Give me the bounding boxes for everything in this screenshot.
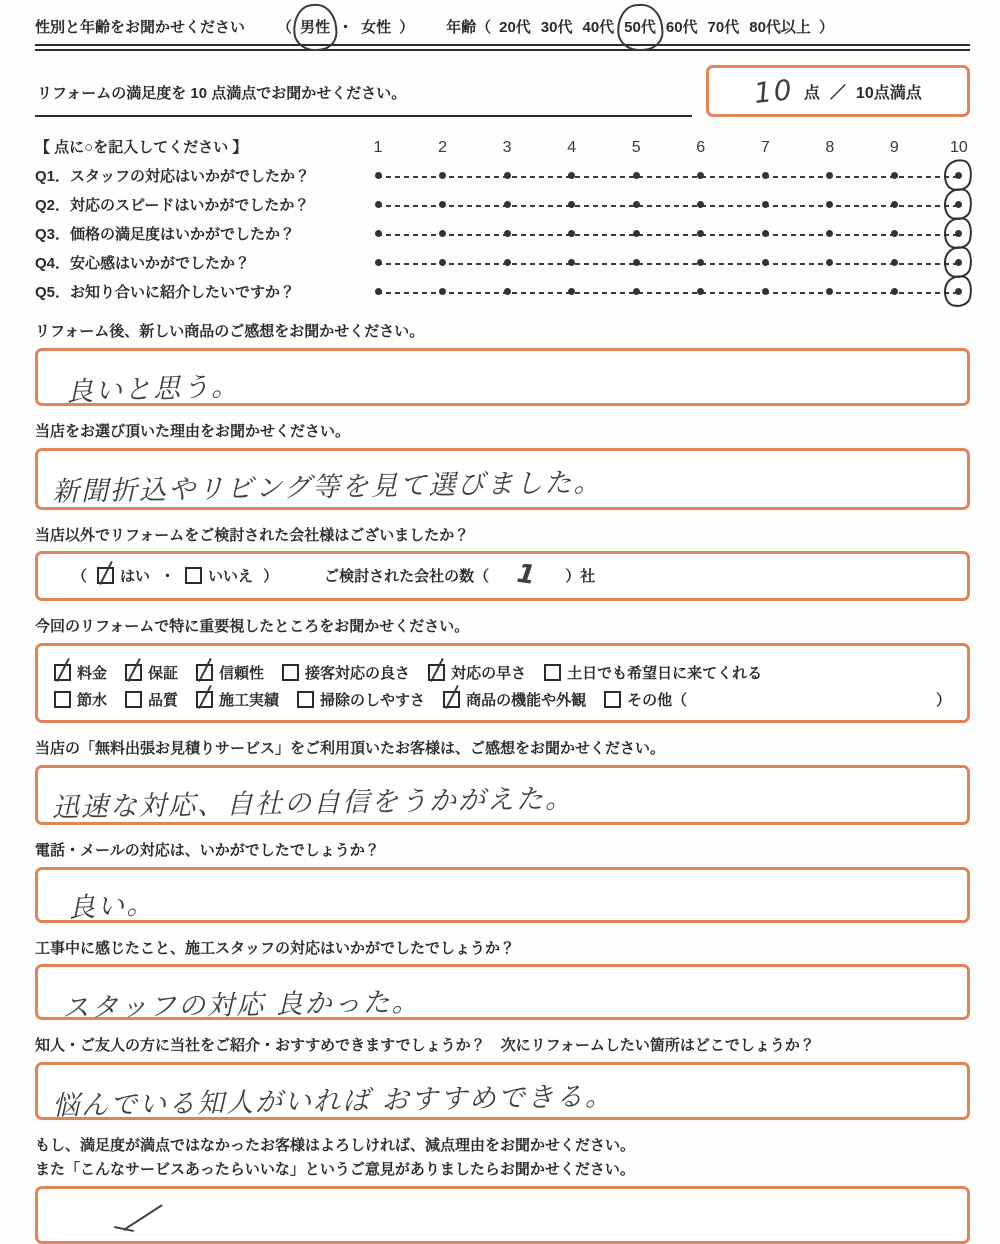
other-checkbox[interactable] — [604, 691, 621, 708]
section-construction — [35, 938, 970, 1025]
gender-option-female[interactable]: 女性 — [361, 19, 392, 36]
age-option-70s[interactable]: 70代 — [707, 19, 740, 36]
age-label: 年齢（ — [446, 19, 492, 36]
easy-cleaning-checkbox[interactable] — [297, 691, 314, 708]
reason-label: 当店をお選び頂いた理由をお聞かせください。 — [35, 422, 351, 440]
companies-close-paren: ） — [263, 567, 279, 585]
track-record-checkbox[interactable] — [196, 691, 213, 708]
scale-instruction: 【 点に○を記入してください 】 — [35, 139, 248, 156]
q5-label: Q5．お知り合いに紹介したいですか？ — [35, 284, 296, 301]
price-label: 料金 — [77, 665, 108, 682]
estimate-service-label: 当店の「無料出張お見積りサービス」をご利用頂いたお客様は、ご感想をお聞かせください。 — [35, 740, 666, 757]
recommend-handwritten-answer: 悩んでいる知人がいれば おすすめできる。 — [51, 1081, 615, 1122]
gender-open-paren: （ — [277, 19, 293, 36]
yes-checkbox[interactable] — [97, 567, 114, 584]
age-option-50s[interactable]: 50代 — [622, 16, 658, 37]
header-divider — [35, 49, 970, 51]
other-companies-answer-box — [35, 551, 970, 601]
section-impression — [35, 321, 970, 406]
q4-rating-line[interactable] — [367, 248, 970, 277]
section-deduction — [35, 1135, 970, 1244]
option-easy-cleaning[interactable] — [297, 689, 425, 710]
important-points-label: 今回のリフォームで特に重要視したところをお聞かせください。 — [35, 618, 470, 636]
option-customer-service[interactable] — [282, 662, 410, 683]
option-price[interactable] — [54, 662, 107, 683]
gender-age-row — [35, 16, 970, 46]
warranty-checkbox[interactable] — [125, 664, 142, 681]
scale-number: 8 — [825, 139, 835, 156]
option-response-speed[interactable] — [428, 662, 526, 683]
question-row-q2 — [35, 190, 970, 219]
age-close-paren: ） — [818, 19, 834, 36]
scale-number: 2 — [438, 139, 447, 156]
companies-count-close: ）社 — [565, 567, 596, 585]
section-recommend — [35, 1035, 970, 1120]
companies-count-handwritten: 1 — [515, 558, 540, 592]
score-max-label: 10点満点 — [855, 84, 922, 102]
warranty-label: 保証 — [148, 665, 179, 682]
impression-handwritten-answer: 良いと思う。 — [65, 370, 241, 408]
section-phone-mail — [35, 840, 970, 923]
option-weekend-visit[interactable] — [544, 662, 762, 683]
companies-open-paren: （ — [72, 567, 88, 585]
important-points-box — [35, 643, 970, 723]
q1-label: Q1．スタッフの対応はいかがでしたか？ — [35, 168, 311, 185]
age-option-80s[interactable]: 80代以上 — [749, 19, 811, 36]
satisfaction-label: リフォームの満足度を 10 点満点でお聞かせください。 — [35, 72, 692, 117]
scale-number: 6 — [696, 139, 706, 156]
scale-number: 7 — [760, 139, 770, 156]
section-other-companies — [35, 525, 970, 602]
scale-number: 9 — [889, 139, 899, 156]
question-row-q1 — [35, 161, 970, 190]
section-estimate-service — [35, 738, 970, 825]
deduction-answer-box[interactable] — [35, 1186, 970, 1244]
option-track-record[interactable] — [196, 689, 279, 710]
deduction-label-line1: もし、満足度が満点ではなかったお客様はよろしければ、減点理由をお聞かせください。 — [35, 1137, 636, 1154]
no-checkbox[interactable] — [185, 567, 202, 584]
no-label: いいえ — [208, 567, 254, 585]
response-speed-checkbox[interactable] — [428, 664, 445, 681]
companies-count-label: ご検討された会社の数（ — [324, 567, 490, 585]
construction-answer-box[interactable] — [35, 964, 970, 1025]
other-close-paren: ） — [935, 692, 951, 709]
product-features-label: 商品の機能や外観 — [466, 692, 587, 709]
estimate-handwritten-answer: 迅速な対応、自社の自信をうかがえた。 — [51, 783, 575, 824]
option-water-saving[interactable] — [54, 689, 107, 710]
recommend-answer-box[interactable] — [35, 1062, 970, 1120]
companies-yes-option[interactable] — [97, 565, 150, 586]
quality-checkbox[interactable] — [125, 691, 142, 708]
question-row-q4 — [35, 248, 970, 277]
option-reliability[interactable] — [196, 662, 264, 683]
option-other[interactable] — [604, 689, 687, 710]
customer-service-label: 接客対応の良さ — [305, 665, 411, 682]
question-row-q5 — [35, 277, 970, 306]
q2-rating-line[interactable] — [367, 190, 970, 219]
deduction-label-line2: また「こんなサービスあったらいいな」というご意見がありましたらお聞かせください。 — [35, 1160, 635, 1178]
weekend-visit-checkbox[interactable] — [544, 664, 561, 681]
estimate-answer-box[interactable] — [35, 765, 970, 825]
reliability-checkbox[interactable] — [196, 664, 213, 681]
age-option-20s[interactable]: 20代 — [499, 19, 531, 36]
scale-number: 4 — [567, 139, 577, 156]
q1-rating-line[interactable] — [367, 161, 970, 190]
score-unit: 点 — [803, 84, 820, 102]
section-important-points — [35, 616, 970, 723]
track-record-label: 施工実績 — [219, 692, 280, 709]
other-label: その他（ — [627, 692, 688, 709]
weekend-visit-label: 土日でも希望日に来てくれる — [567, 665, 763, 682]
q5-rating-line[interactable] — [367, 277, 970, 306]
companies-no-option[interactable] — [185, 565, 253, 586]
customer-service-checkbox[interactable] — [282, 664, 299, 681]
satisfaction-row — [35, 65, 970, 117]
impression-label: リフォーム後、新しい商品のご感想をお聞かせください。 — [35, 323, 425, 340]
question-row-q3 — [35, 219, 970, 248]
quality-label: 品質 — [148, 692, 179, 709]
age-option-60s[interactable]: 60代 — [665, 19, 698, 36]
scale-number: 1 — [373, 139, 383, 156]
rating-scale — [35, 133, 970, 306]
option-quality[interactable] — [125, 689, 178, 710]
gender-separator: ・ — [338, 19, 354, 36]
section-reason — [35, 421, 970, 510]
product-features-checkbox[interactable] — [443, 691, 460, 708]
age-option-40s[interactable]: 40代 — [582, 19, 615, 36]
reason-answer-box[interactable] — [35, 448, 970, 510]
easy-cleaning-label: 掃除のしやすさ — [320, 692, 426, 709]
phone-answer-box[interactable] — [35, 867, 970, 923]
construction-handwritten-answer: スタッフの対応 良かった。 — [61, 987, 421, 1025]
gender-age-label: 性別と年齢をお聞かせください — [35, 19, 246, 36]
scale-number: 5 — [631, 139, 641, 156]
q4-label: Q4．安心感はいかがでしたか？ — [35, 255, 251, 272]
impression-answer-box[interactable] — [35, 348, 970, 406]
phone-handwritten-answer: 良い。 — [67, 888, 156, 924]
yes-label: はい — [120, 567, 151, 585]
handwritten-score: 10 — [752, 72, 796, 110]
scale-number: 3 — [502, 139, 512, 156]
important-row-1 — [54, 662, 951, 683]
q2-label: Q2．対応のスピードはいかがでしたか？ — [35, 197, 310, 214]
phone-mail-label: 電話・メールの対応は、いかがでしたでしょうか？ — [35, 841, 380, 859]
reason-handwritten-answer: 新聞折込やリビング等を見て選びました。 — [51, 466, 603, 508]
gender-close-paren: ） — [399, 19, 415, 36]
age-option-30s[interactable]: 30代 — [540, 19, 573, 36]
satisfaction-score-box[interactable] — [706, 65, 970, 117]
slash-mark — [114, 1201, 174, 1239]
gender-option-male[interactable]: 男性 — [298, 16, 332, 37]
recommend-label: 知人・ご友人の方に当社をご紹介・おすすめできますでしょうか？ 次にリフォームしたい箇所はどこでしょうか？ — [35, 1037, 815, 1055]
q3-rating-line[interactable] — [367, 219, 970, 248]
other-companies-label: 当店以外でリフォームをご検討された会社様はございましたか？ — [35, 526, 470, 544]
reliability-label: 信頼性 — [219, 665, 265, 682]
option-warranty[interactable] — [125, 662, 178, 683]
water-saving-checkbox[interactable] — [54, 691, 71, 708]
construction-label: 工事中に感じたこと、施工スタッフの対応はいかがでしたでしょうか？ — [35, 939, 516, 957]
response-speed-label: 対応の早さ — [451, 665, 527, 682]
important-row-2 — [54, 689, 951, 710]
water-saving-label: 節水 — [77, 692, 108, 709]
scale-number: 10 — [950, 139, 968, 156]
score-separator: ／ — [829, 84, 846, 102]
q3-label: Q3．価格の満足度はいかがでしたか？ — [35, 226, 296, 243]
companies-separator: ・ — [160, 567, 176, 585]
price-checkbox[interactable] — [54, 664, 71, 681]
scale-numbers — [367, 139, 970, 157]
option-product-features[interactable] — [443, 689, 586, 710]
